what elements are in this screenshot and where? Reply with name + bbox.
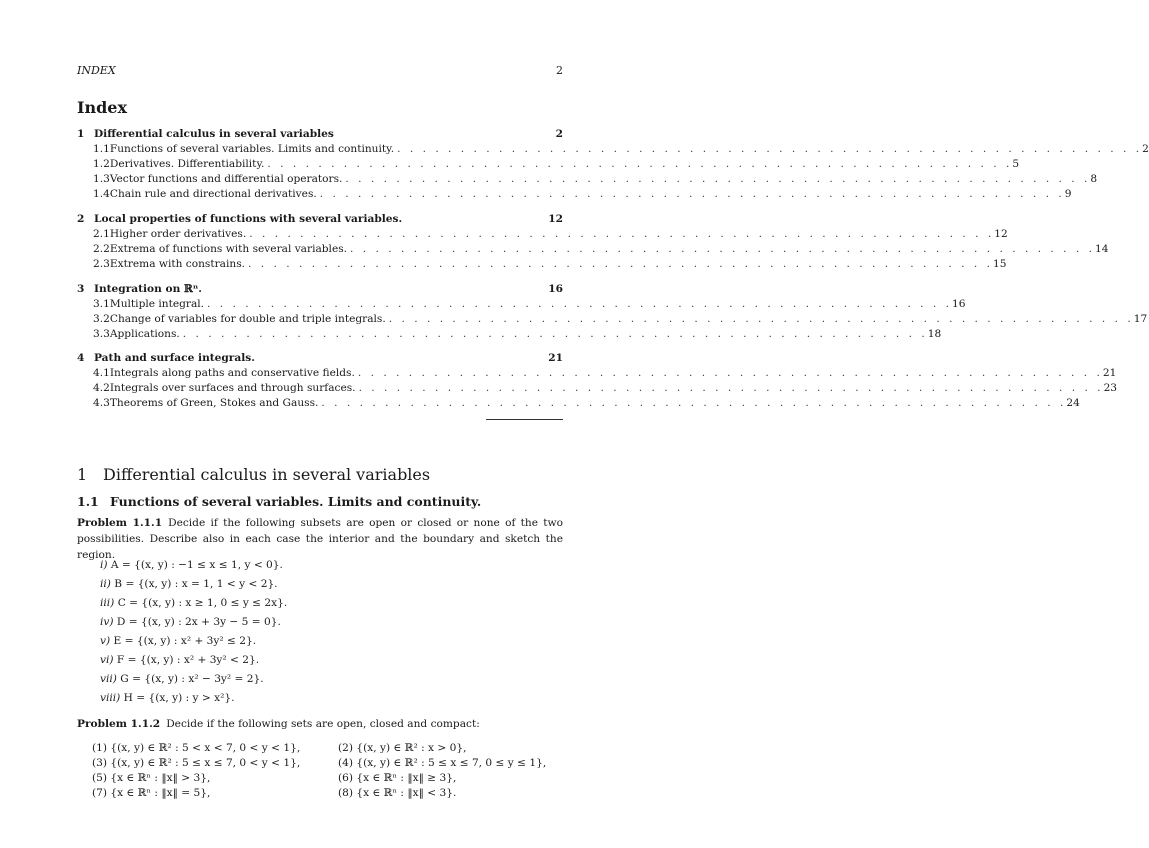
toc-leader-dots: . . . . . . . . . . . . . . . . . . . . . . . . . . . . . . . . . . . . . . . . . . . . . . . . . . . . . . . . . . . — [397, 143, 1143, 155]
toc-entry-number: 1.1 — [93, 143, 110, 155]
toc-entry-title: Chain rule and directional derivatives. — [109, 188, 317, 200]
table-row — [92, 741, 546, 756]
toc-section-entry[interactable] — [77, 351, 563, 366]
section-heading — [77, 465, 430, 484]
toc-entry-title: Functions of several variables. Limits and continuity. — [109, 143, 395, 155]
item-text: E = {(x, y) : x² + 3y² ≤ 2}. — [113, 635, 257, 647]
toc-entry-title: Higher order derivatives. — [109, 228, 247, 240]
toc-entry-number: 4.2 — [93, 382, 110, 394]
toc-entry-page: 5 — [1012, 158, 1020, 170]
toc-section-title: Path and surface integrals. — [94, 352, 255, 364]
toc-entry-page: 17 — [1133, 313, 1148, 325]
toc-section-page: 16 — [548, 283, 563, 295]
toc-entry[interactable] — [77, 312, 1148, 327]
toc-entry[interactable] — [77, 187, 1072, 202]
list-item — [100, 689, 287, 708]
subsection-heading — [77, 494, 481, 509]
toc-entry[interactable] — [77, 227, 1008, 242]
toc-section-title: Integration on ℝⁿ. — [94, 283, 202, 295]
toc-entry-title: Applications. — [109, 328, 180, 340]
item-numeral: v) — [100, 635, 111, 647]
problem-text: Decide if the following subsets are open or closed or none of the two possibilities. Describe also in each case the interior and the boundary and sketch the region. — [77, 517, 563, 561]
toc-entry[interactable] — [77, 327, 942, 342]
set-item: (5) {x ∈ ℝⁿ : ‖x‖ > 3}, — [92, 772, 211, 784]
toc-section-number: 2 — [77, 213, 85, 225]
item-text: G = {(x, y) : x² − 3y² = 2}. — [120, 673, 264, 685]
toc-section-title: Differential calculus in several variables — [94, 128, 334, 140]
toc-entry-number: 2.2 — [93, 243, 110, 255]
item-numeral: i) — [100, 559, 108, 571]
list-item — [100, 575, 287, 594]
toc-entry-page: 18 — [927, 328, 942, 340]
problem-statement — [77, 716, 563, 732]
toc-entry[interactable] — [77, 366, 1117, 381]
set-item: (1) {(x, y) ∈ ℝ² : 5 < x < 7, 0 < y < 1}, — [92, 742, 301, 754]
toc-entry-page: 12 — [994, 228, 1008, 240]
toc-entry-title: Extrema with constrains. — [109, 258, 246, 270]
table-row — [92, 756, 546, 771]
toc-end-rule — [486, 419, 563, 420]
toc-entry-page: 8 — [1090, 173, 1098, 185]
set-item: (6) {x ∈ ℝⁿ : ‖x‖ ≥ 3}, — [338, 772, 457, 784]
table-row — [92, 771, 546, 786]
toc-leader-dots: . . . . . . . . . . . . . . . . . . . . . . . . . . . . . . . . . . . . . . . . . . . . . . . . . . . . . . . . . . . — [321, 397, 1067, 409]
toc-entry-title: Extrema of functions with several variables. — [109, 243, 348, 255]
toc-entry-title: Vector functions and differential operators. — [109, 173, 343, 185]
problem-sets-grid — [92, 741, 546, 801]
toc-leader-dots: . . . . . . . . . . . . . . . . . . . . . . . . . . . . . . . . . . . . . . . . . . . . . . . . . . . . . . . . . . . — [207, 298, 953, 310]
item-text: A = {(x, y) : −1 ≤ x ≤ 1, y < 0}. — [110, 559, 283, 571]
toc-section — [77, 212, 1109, 272]
problem-label: Problem 1.1.1 — [77, 517, 163, 529]
item-text: H = {(x, y) : y > x²}. — [123, 692, 235, 704]
section-title: Differential calculus in several variables — [103, 465, 431, 484]
item-numeral: viii) — [100, 692, 121, 704]
toc-section — [77, 282, 1148, 342]
item-text: D = {(x, y) : 2x + 3y − 5 = 0}. — [116, 616, 281, 628]
header-title: INDEX — [77, 64, 116, 77]
toc-entry-page: 2 — [1142, 143, 1149, 155]
toc-entry-page: 24 — [1066, 397, 1080, 409]
toc-entry[interactable] — [77, 396, 1080, 411]
toc-section-page: 2 — [555, 128, 563, 140]
list-item — [100, 594, 287, 613]
list-item — [100, 651, 287, 670]
index-heading: Index — [77, 98, 128, 117]
list-item — [100, 556, 287, 575]
subsection-title: Functions of several variables. Limits and continuity. — [110, 494, 482, 509]
list-item — [100, 632, 287, 651]
toc-entry-title: Integrals over surfaces and through surfaces. — [109, 382, 356, 394]
toc-entry-page: 23 — [1103, 382, 1118, 394]
subsection-number: 1.1 — [77, 494, 99, 509]
item-text: C = {(x, y) : x ≥ 1, 0 ≤ y ≤ 2x}. — [117, 597, 288, 609]
toc-entry-number: 4.3 — [93, 397, 110, 409]
toc-entry-number: 4.1 — [93, 367, 110, 379]
toc-entry-number: 3.1 — [93, 298, 110, 310]
set-item: (8) {x ∈ ℝⁿ : ‖x‖ < 3}. — [338, 787, 457, 799]
list-item — [100, 613, 287, 632]
table-row — [92, 786, 546, 801]
set-item: (7) {x ∈ ℝⁿ : ‖x‖ = 5}, — [92, 787, 211, 799]
item-numeral: iii) — [100, 597, 115, 609]
toc-entry-page: 9 — [1064, 188, 1072, 200]
item-numeral: vii) — [100, 673, 117, 685]
toc-entry-page: 21 — [1102, 367, 1117, 379]
set-item: (4) {(x, y) ∈ ℝ² : 5 ≤ x ≤ 7, 0 ≤ y ≤ 1}, — [338, 757, 547, 769]
item-numeral: iv) — [100, 616, 114, 628]
item-numeral: ii) — [100, 578, 111, 590]
item-numeral: vi) — [100, 654, 114, 666]
toc-section-page: 12 — [548, 213, 563, 225]
toc-leader-dots: . . . . . . . . . . . . . . . . . . . . . . . . . . . . . . . . . . . . . . . . . . . . . . . . . . . . . . . . . . . — [267, 158, 1013, 170]
toc-leader-dots: . . . . . . . . . . . . . . . . . . . . . . . . . . . . . . . . . . . . . . . . . . . . . . . . . . . . . . . . . . . — [345, 173, 1091, 185]
toc-leader-dots: . . . . . . . . . . . . . . . . . . . . . . . . . . . . . . . . . . . . . . . . . . . . . . . . . . . . . . . . . . . — [248, 258, 994, 270]
toc-entry[interactable] — [77, 172, 1098, 187]
toc-leader-dots: . . . . . . . . . . . . . . . . . . . . . . . . . . . . . . . . . . . . . . . . . . . . . . . . . . . . . . . . . . . — [319, 188, 1065, 200]
section-number: 1 — [77, 465, 88, 484]
toc-section-entry[interactable] — [77, 282, 563, 297]
item-text: B = {(x, y) : x = 1, 1 < y < 2}. — [114, 578, 278, 590]
toc-section-number: 4 — [77, 352, 85, 364]
toc-entry-number: 3.2 — [93, 313, 110, 325]
toc-entry-number: 2.3 — [93, 258, 110, 270]
toc-section-number: 1 — [77, 128, 85, 140]
toc-leader-dots: . . . . . . . . . . . . . . . . . . . . . . . . . . . . . . . . . . . . . . . . . . . . . . . . . . . . . . . . . . . — [182, 328, 928, 340]
list-item — [100, 670, 287, 689]
toc-entry[interactable] — [77, 297, 966, 312]
header-page-number: 2 — [556, 64, 563, 77]
toc-entry-number: 2.1 — [93, 228, 110, 240]
toc-entry-number: 3.3 — [93, 328, 110, 340]
toc-section — [77, 351, 1118, 411]
toc-leader-dots: . . . . . . . . . . . . . . . . . . . . . . . . . . . . . . . . . . . . . . . . . . . . . . . . . . . . . . . . . . . — [358, 382, 1104, 394]
toc-entry[interactable] — [77, 381, 1118, 396]
toc-entry-title: Multiple integral. — [109, 298, 205, 310]
toc-section-entry[interactable] — [77, 212, 563, 227]
toc-entry-number: 1.3 — [93, 173, 110, 185]
problem-text: Decide if the following sets are open, closed and compact: — [166, 718, 480, 730]
toc-entry[interactable] — [77, 157, 1020, 172]
toc-section-title: Local properties of functions with several variables. — [94, 213, 403, 225]
toc-entry-page: 14 — [1095, 243, 1109, 255]
running-header — [77, 64, 563, 77]
toc-section-number: 3 — [77, 283, 85, 295]
toc-entry-number: 1.2 — [93, 158, 110, 170]
set-item: (3) {(x, y) ∈ ℝ² : 5 ≤ x ≤ 7, 0 < y < 1}, — [92, 757, 301, 769]
set-item: (2) {(x, y) ∈ ℝ² : x > 0}, — [338, 742, 467, 754]
toc-entry[interactable] — [77, 257, 1007, 272]
toc-section-page: 21 — [548, 352, 563, 364]
toc-section — [77, 127, 1149, 202]
toc-entry[interactable] — [77, 142, 1149, 157]
problem-label: Problem 1.1.2 — [77, 718, 161, 730]
toc-entry[interactable] — [77, 242, 1109, 257]
toc-leader-dots: . . . . . . . . . . . . . . . . . . . . . . . . . . . . . . . . . . . . . . . . . . . . . . . . . . . . . . . . . . . — [388, 313, 1134, 325]
toc-entry-page: 16 — [952, 298, 966, 310]
toc-entry-page: 15 — [993, 258, 1007, 270]
toc-entry-title: Theorems of Green, Stokes and Gauss. — [109, 397, 319, 409]
toc-entry-number: 1.4 — [93, 188, 110, 200]
toc-leader-dots: . . . . . . . . . . . . . . . . . . . . . . . . . . . . . . . . . . . . . . . . . . . . . . . . . . . . . . . . . . . — [350, 243, 1096, 255]
problem-item-list — [100, 556, 287, 708]
toc-entry-title: Integrals along paths and conservative fields. — [109, 367, 355, 379]
toc-section-entry[interactable] — [77, 127, 563, 142]
toc-leader-dots: . . . . . . . . . . . . . . . . . . . . . . . . . . . . . . . . . . . . . . . . . . . . . . . . . . . . . . . . . . . — [357, 367, 1103, 379]
item-text: F = {(x, y) : x² + 3y² < 2}. — [116, 654, 260, 666]
toc-entry-title: Derivatives. Differentiability. — [109, 158, 265, 170]
toc-entry-title: Change of variables for double and triple integrals. — [109, 313, 386, 325]
toc-leader-dots: . . . . . . . . . . . . . . . . . . . . . . . . . . . . . . . . . . . . . . . . . . . . . . . . . . . . . . . . . . . — [249, 228, 995, 240]
